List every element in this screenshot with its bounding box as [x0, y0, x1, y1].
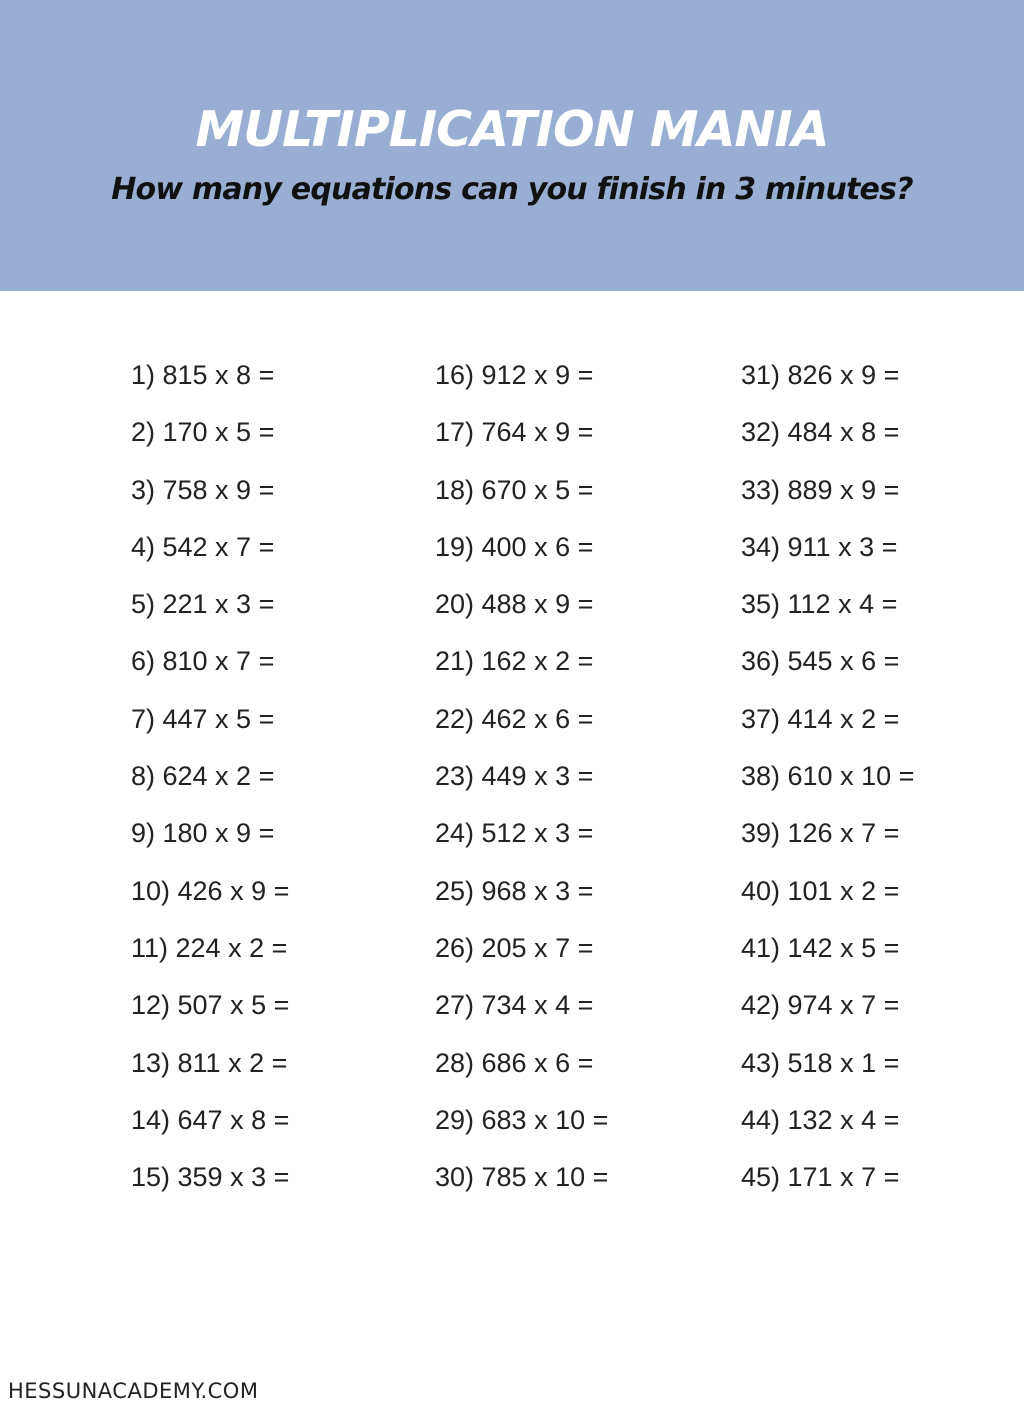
math-problem: 2) 170 x 5 =	[131, 417, 275, 448]
problem-column-1	[131, 355, 289, 1214]
math-problem: 11) 224 x 2 =	[131, 932, 288, 963]
footer-website: HESSUNACADEMY.COM	[8, 1379, 259, 1403]
math-problem: 18) 670 x 5 =	[435, 474, 594, 505]
math-problem: 34) 911 x 3 =	[741, 531, 898, 562]
math-problem: 13) 811 x 2 =	[131, 1047, 288, 1078]
math-problem: 8) 624 x 2 =	[131, 761, 275, 792]
math-problem: 16) 912 x 9 =	[435, 360, 594, 390]
math-problem: 21) 162 x 2 =	[435, 646, 594, 677]
math-problem: 44) 132 x 4 =	[741, 1104, 900, 1135]
math-problem: 37) 414 x 2 =	[741, 703, 900, 734]
math-problem: 30) 785 x 10 =	[435, 1162, 609, 1193]
math-problem: 32) 484 x 8 =	[741, 417, 900, 448]
math-problem: 19) 400 x 6 =	[435, 531, 594, 562]
math-problem: 14) 647 x 8 =	[131, 1104, 290, 1135]
math-problem: 39) 126 x 7 =	[741, 818, 900, 849]
math-problem: 20) 488 x 9 =	[435, 589, 594, 620]
math-problem: 24) 512 x 3 =	[435, 818, 594, 849]
math-problem: 38) 610 x 10 =	[741, 761, 915, 792]
math-problem: 42) 974 x 7 =	[741, 990, 900, 1021]
math-problem: 27) 734 x 4 =	[435, 990, 594, 1021]
math-problem: 9) 180 x 9 =	[131, 818, 275, 849]
math-problem: 41) 142 x 5 =	[741, 932, 900, 963]
math-problem: 4) 542 x 7 =	[131, 531, 275, 562]
header-banner	[0, 0, 1024, 291]
math-problem: 15) 359 x 3 =	[131, 1162, 290, 1193]
math-problem: 29) 683 x 10 =	[435, 1104, 609, 1135]
math-problem: 5) 221 x 3 =	[131, 589, 275, 620]
math-problem: 17) 764 x 9 =	[435, 417, 594, 448]
math-problem: 36) 545 x 6 =	[741, 646, 900, 677]
problem-column-3	[741, 355, 914, 1214]
math-problem: 1) 815 x 8 =	[131, 360, 275, 390]
math-problem: 40) 101 x 2 =	[741, 875, 900, 906]
math-problem: 6) 810 x 7 =	[131, 646, 275, 677]
page-title: MULTIPLICATION MANIA	[195, 101, 829, 158]
math-problem: 3) 758 x 9 =	[131, 474, 275, 505]
math-problem: 43) 518 x 1 =	[741, 1047, 900, 1078]
problem-column-2	[435, 355, 608, 1214]
page-subtitle: How many equations can you finish in 3 minutes?	[111, 172, 913, 207]
math-problem: 28) 686 x 6 =	[435, 1047, 594, 1078]
math-problem: 12) 507 x 5 =	[131, 990, 290, 1021]
math-problem: 31) 826 x 9 =	[741, 360, 900, 390]
math-problem: 35) 112 x 4 =	[741, 589, 898, 620]
math-problem: 33) 889 x 9 =	[741, 474, 900, 505]
math-problem: 26) 205 x 7 =	[435, 932, 594, 963]
math-problem: 25) 968 x 3 =	[435, 875, 594, 906]
math-problem: 22) 462 x 6 =	[435, 703, 594, 734]
math-problem: 23) 449 x 3 =	[435, 761, 594, 792]
math-problem: 45) 171 x 7 =	[741, 1162, 900, 1193]
math-problem: 7) 447 x 5 =	[131, 703, 275, 734]
math-problem: 10) 426 x 9 =	[131, 875, 290, 906]
